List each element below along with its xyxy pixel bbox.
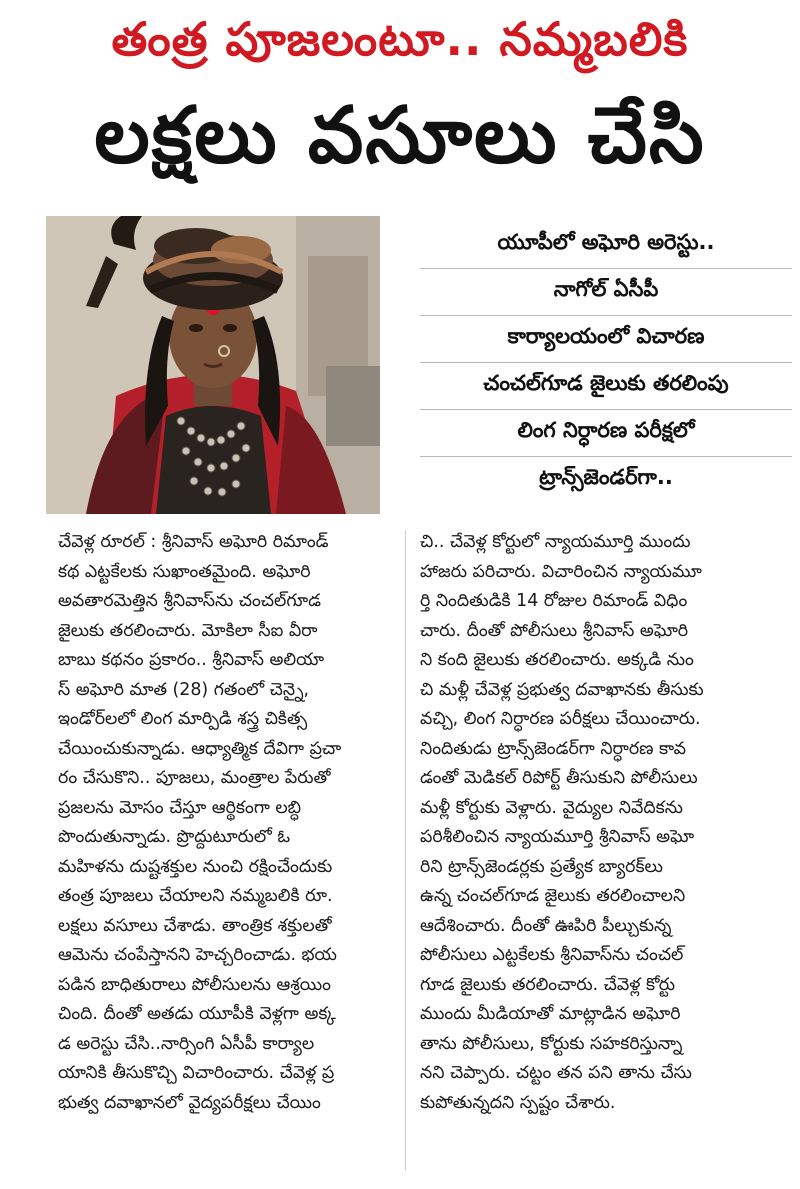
article-line: గూడ జైలుకు తరలించారు. చేవెళ్ల కోర్టు — [420, 974, 676, 995]
article-line: చారు. దీంతో పోలీసులు శ్రీనివాస్ అఘోరి — [420, 620, 689, 641]
article-line: మహిళను దుష్టశక్తుల నుంచి రక్షించేందుకు — [58, 856, 333, 877]
article-line: స్ అఘోరి మాత (28) గతంలో చెన్నై, — [58, 679, 310, 700]
kicker-headline: తంత్ర పూజలంటూ.. నమ్మబలికి — [111, 12, 689, 66]
article-column-left — [58, 528, 388, 1178]
highlight-item: లింగ నిర్ధారణ పరీక్షలో — [420, 410, 792, 457]
article-line: బాబు కథనం ప్రకారం.. శ్రీనివాస్ అలియా — [58, 650, 325, 670]
article-line: ర్తి నిందితుడికి 14 రోజుల రిమాండ్ విధిం — [420, 591, 688, 611]
article-line: నని చెప్పారు. చట్టం తన పని తాను చేసు — [420, 1063, 692, 1083]
article-line: హాజరు పరిచారు. విచారించిన న్యాయమూ — [420, 561, 702, 582]
highlight-item: కార్యాలయంలో విచారణ — [420, 316, 792, 363]
highlight-item: యూపీలో అఘోరి అరెస్టు.. — [420, 222, 792, 269]
article-line: చి.. చేవెళ్ల కోర్టులో న్యాయమూర్తి ముందు — [420, 532, 691, 552]
article-line: అవతారమెత్తిన శ్రీనివాస్‌ను చంచల్‌గూడ — [58, 591, 321, 611]
article-line: పరిశీలించిన న్యాయమూర్తి శ్రీనివాస్ అఘో — [420, 827, 695, 847]
highlight-item: నాగోల్ ఏసీపీ — [420, 269, 792, 316]
article-line: రం చేసుకొని.. పూజలు, మంత్రాల పేరుతో — [58, 768, 331, 788]
article-line: తంత్ర పూజలు చేయాలని నమ్మబలికి రూ. — [58, 886, 333, 906]
article-line: పడిన బాధితురాలు పోలీసులను ఆశ్రయిం — [58, 974, 331, 995]
article-line: రిని ట్రాన్స్‌జెండర్లకు ప్రత్యేక బ్యారక్‌లు — [420, 856, 663, 877]
article-line: జైలుకు తరలించారు. మోకిలా సీఐ వీరా — [58, 620, 318, 641]
article-line: డ అరెస్టు చేసి..నార్సింగి ఏసీపీ కార్యాల — [58, 1033, 315, 1054]
article-line: మళ్లీ కోర్టుకు వెళ్లారు. వైద్యుల నివేదికను — [420, 797, 683, 818]
article-line: ఉన్న చంచల్‌గూడ జైలుకు తరలించాలని — [420, 886, 686, 906]
article-line: వచ్చి, లింగ నిర్ధారణ పరీక్షలు చేయించారు. — [420, 709, 701, 729]
article-line: పొందుతున్నాడు. ప్రొద్దుటూరులో ఓ — [58, 827, 291, 847]
article-line: చేవెళ్ల రూరల్ : శ్రీనివాస్ అఘోరి రిమాండ్ — [58, 532, 329, 552]
highlight-item: చంచల్‌గూడ జైలుకు తరలింపు — [420, 363, 792, 410]
article-line: పోలీసులు ఎట్టకేలకు శ్రీనివాస్‌ను చంచల్ — [420, 945, 684, 965]
article-line: లక్షలు వసూలు చేశాడు. తాంత్రిక శక్తులతో — [58, 915, 332, 936]
highlight-item: ట్రాన్స్‌జెండర్‌గా.. — [539, 465, 673, 489]
article-line: చి మళ్లీ చేవెళ్ల ప్రభుత్వ దవాఖానకు తీసుకు — [420, 679, 704, 700]
photo-illustration — [46, 216, 380, 514]
article-line: కథ ఎట్టకేలకు సుఖాంతమైంది. అఘోరి — [58, 561, 311, 582]
article-line: చింది. దీంతో అతడు యూపీకి వెళ్లగా అక్క — [58, 1004, 336, 1024]
article-line: ఆదేశించారు. దీంతో ఊపిరి పీల్చుకున్న — [420, 915, 672, 936]
article-line: తాను పోలీసులు, కోర్టుకు సహకరిస్తున్నా — [420, 1033, 683, 1054]
article-line: కుపోతున్నదని స్పష్టం చేశారు. — [420, 1092, 616, 1113]
article-line: భుత్వ దవాఖానలో వైద్యపరీక్షలు చేయిం — [58, 1092, 321, 1113]
article-column-right — [420, 528, 756, 1178]
article-line: చేయించుకున్నాడు. ఆధ్యాత్మిక దేవిగా ప్రచా — [58, 738, 342, 759]
article-line: ని కంది జైలుకు తరలించారు. అక్కడి నుం — [420, 650, 694, 670]
article-line: ప్రజలను మోసం చేస్తూ ఆర్థికంగా లబ్ధి — [58, 797, 302, 818]
article-line: నిందితుడు ట్రాన్స్‌జెండర్‌గా నిర్ధారణ కావ — [420, 738, 686, 759]
article-line: ఆమెను చంపేస్తానని హెచ్చరించాడు. భయ — [58, 945, 337, 965]
column-divider — [405, 530, 406, 1170]
news-photo — [46, 216, 380, 514]
article-line: ఇండోర్‌లలో లింగ మార్పిడి శస్త్ర చికిత్స — [58, 709, 308, 729]
article-line: ముందు మీడియాతో మాట్లాడిన అఘోరి — [420, 1004, 681, 1024]
article-line: యానికి తీసుకొచ్చి విచారించారు. చేవెళ్ల ప్ర — [58, 1063, 335, 1083]
article-line: డంతో మెడికల్ రిపోర్ట్ తీసుకుని పోలీసులు — [420, 768, 698, 788]
highlights-box — [420, 222, 792, 500]
main-headline: లక్షలు వసూలు చేసి — [94, 90, 706, 181]
